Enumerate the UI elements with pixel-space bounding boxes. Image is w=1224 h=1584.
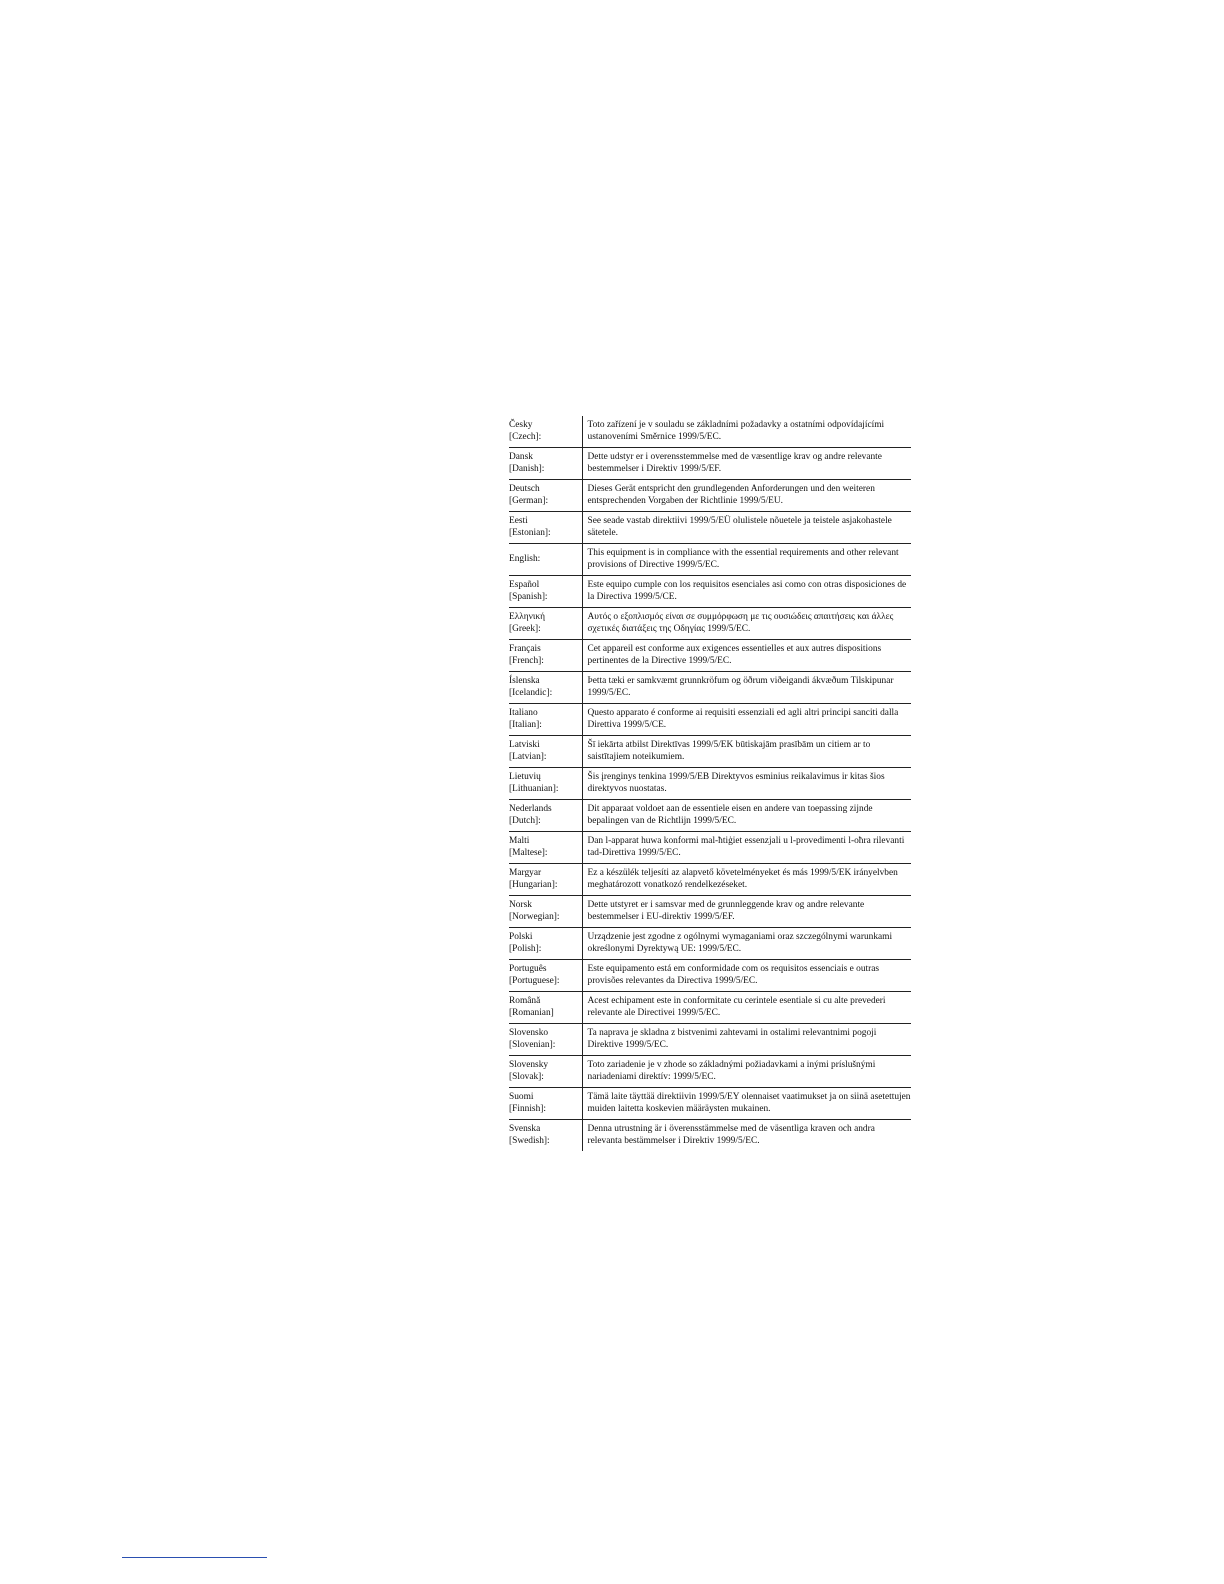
language-name: Slovensko (509, 1028, 549, 1039)
declaration-text: Þetta tæki er samkvæmt grunnkröfum og öðrum viðeigandi ákvæðum Tilskipunar 1999/5/EC. (582, 672, 911, 704)
language-cell (509, 576, 582, 608)
language-english-name: [Greek]: (509, 623, 541, 634)
declaration-text: Denna utrustning är i överensstämmelse med de väsentliga kraven och andra relevanta bestämmelser i Direktiv 1999/5/EC. (587, 1124, 875, 1146)
declaration-text: Dieses Gerät entspricht den grundlegenden Anforderungen und den weiteren entsprechenden Vorgaben der Richtlinie 1999/5/EU. (582, 480, 911, 512)
language-english-name: [Romanian] (509, 1007, 554, 1018)
table-row (509, 608, 911, 640)
table-row (509, 1088, 911, 1120)
language-cell (509, 928, 582, 960)
language-english-name: [Maltese]: (509, 847, 548, 858)
language-cell (509, 1088, 582, 1120)
language-cell (509, 896, 582, 928)
language-english-name: [Italian]: (509, 719, 542, 730)
language-cell (509, 800, 582, 832)
language-name: Français (509, 644, 541, 655)
language-english-name: [Lithuanian]: (509, 783, 559, 794)
declaration-text: Dit apparaat voldoet aan de essentiele eisen en andere van toepassing zijnde bepalingen van de Richtlijn 1999/5/EC. (582, 800, 911, 832)
language-name: Latviski (509, 740, 540, 751)
declaration-text: Ez a készülék teljesíti az alapvető követelményeket és más 1999/5/EK irányelvben meghatározott vonatkozó rendelkezéseket. (582, 864, 911, 896)
table-row (509, 832, 911, 864)
table-row (509, 864, 911, 896)
declaration-text: Toto zariadenie je v zhode so základnými požiadavkami a inými príslušnými nariadeniami direktív: 1999/5/EC. (582, 1056, 911, 1088)
declaration-text: Dette udstyr er i overensstemmelse med de væsentlige krav og andre relevante bestemmelser i Direktiv 1999/5/EF. (582, 448, 911, 480)
declaration-text: Urządzenie jest zgodne z ogólnymi wymaganiami oraz szczególnymi warunkami określonymi Dyrektywą UE: 1999/5/EC. (582, 928, 911, 960)
language-name: Ελληνική (509, 612, 546, 623)
declaration-text: Acest echipament este in conformitate cu cerintele esentiale si cu alte prevederi relevante ale Directivei 1999/5/EC. (582, 992, 911, 1024)
language-name: Slovensky (509, 1060, 549, 1071)
declaration-text: See seade vastab direktiivi 1999/5/EÜ olulistele nõuetele ja teistele asjakohastele sätetele. (582, 512, 911, 544)
declaration-text: Toto zařízení je v souladu se základními požadavky a ostatními odpovídajícími ustanoveními Směrnice 1999/5/EC. (582, 416, 911, 448)
language-cell (509, 960, 582, 992)
table-row (509, 928, 911, 960)
declaration-text: Este equipo cumple con los requisitos esenciales asi como con otras disposiciones de la Directiva 1999/5/CE. (582, 576, 911, 608)
table-row (509, 480, 911, 512)
language-cell (509, 1056, 582, 1088)
table-row (509, 800, 911, 832)
declaration-of-conformity-table (509, 416, 911, 1151)
language-cell (509, 864, 582, 896)
language-name: Italiano (509, 708, 538, 719)
language-name: Suomi (509, 1092, 534, 1103)
language-cell (509, 1120, 582, 1152)
language-cell (509, 992, 582, 1024)
language-name: Norsk (509, 900, 532, 911)
table-row (509, 416, 911, 448)
language-english-name: [Dutch]: (509, 815, 541, 826)
table-row (509, 576, 911, 608)
language-name: English: (509, 553, 541, 564)
language-cell (509, 608, 582, 640)
language-english-name: [Polish]: (509, 943, 542, 954)
language-english-name: [Finnish]: (509, 1103, 546, 1114)
language-cell (509, 512, 582, 544)
language-english-name: [Spanish]: (509, 591, 548, 602)
language-name: Português (509, 964, 547, 975)
declaration-text: Šis įrenginys tenkina 1999/5/EB Direktyvos esminius reikalavimus ir kitas šios direktyvos nuostatas. (582, 768, 911, 800)
language-cell (509, 672, 582, 704)
language-english-name: [Danish]: (509, 463, 545, 474)
language-cell (509, 640, 582, 672)
language-name: Română (509, 996, 541, 1007)
language-name: Nederlands (509, 804, 552, 815)
language-name: Dansk (509, 452, 533, 463)
table-row (509, 736, 911, 768)
declaration-text: Dan l-apparat huwa konformi mal-ħtiġiet essenzjali u l-provedimenti l-oħra rilevanti tad-Direttiva 1999/5/EC. (582, 832, 911, 864)
language-name: Deutsch (509, 484, 540, 495)
declaration-text: Dette utstyret er i samsvar med de grunnleggende krav og andre relevante bestemmelser i EU-direktiv 1999/5/EF. (582, 896, 911, 928)
table-row (509, 992, 911, 1024)
table-row (509, 1024, 911, 1056)
language-name: Español (509, 580, 540, 591)
language-name: Polski (509, 932, 533, 943)
declaration-text: Cet appareil est conforme aux exigences essentielles et aux autres dispositions pertinentes de la Directive 1999/5/EC. (582, 640, 911, 672)
table-row (509, 768, 911, 800)
language-name: Eesti (509, 516, 528, 527)
language-english-name: [Portuguese]: (509, 975, 560, 986)
language-cell (509, 416, 582, 448)
language-english-name: [French]: (509, 655, 544, 666)
language-english-name: [Swedish]: (509, 1135, 550, 1146)
language-english-name: [Czech]: (509, 431, 542, 442)
language-cell (509, 544, 582, 576)
declaration-text: This equipment is in compliance with the essential requirements and other relevant provisions of Directive 1999/5/EC. (582, 544, 911, 576)
footnote-separator (122, 1557, 267, 1558)
language-name: Svenska (509, 1124, 541, 1135)
table-row (509, 1056, 911, 1088)
table-row (509, 672, 911, 704)
table-row (509, 544, 911, 576)
table-row (509, 640, 911, 672)
language-name: Lietuvių (509, 772, 541, 783)
language-cell (509, 1024, 582, 1056)
language-cell (509, 480, 582, 512)
language-english-name: [Latvian]: (509, 751, 547, 762)
declaration-text: Αυτός ο εξοπλισμός είναι σε συμμόρφωση με τις ουσιώδεις απαιτήσεις και άλλες σχετικές διατάξεις της Οδηγίας 1999/5/EC. (582, 608, 911, 640)
language-english-name: [Norwegian]: (509, 911, 560, 922)
table-row (509, 448, 911, 480)
table-row (509, 1120, 911, 1152)
language-name: Česky (509, 420, 533, 431)
declaration-text: Este equipamento está em conformidade com os requisitos essenciais e outras provisões relevantes da Directiva 1999/5/EC. (582, 960, 911, 992)
table-row (509, 960, 911, 992)
table-row (509, 704, 911, 736)
language-english-name: [Slovak]: (509, 1071, 544, 1082)
declaration-text: Tämä laite täyttää direktiivin 1999/5/EY olennaiset vaatimukset ja on siinä asetettujen muiden laitetta koskevien määräysten mukainen. (582, 1088, 911, 1120)
language-english-name: [Estonian]: (509, 527, 551, 538)
language-cell (509, 832, 582, 864)
table-row (509, 512, 911, 544)
language-english-name: [Slovenian]: (509, 1039, 556, 1050)
table-row (509, 896, 911, 928)
language-cell (509, 736, 582, 768)
language-english-name: [Hungarian]: (509, 879, 558, 890)
language-cell (509, 768, 582, 800)
declaration-text: Ta naprava je skladna z bistvenimi zahtevami in ostalimi relevantnimi pogoji Direktive 1999/5/EC. (582, 1024, 911, 1056)
language-name: Malti (509, 836, 530, 847)
declaration-table-body (509, 416, 911, 1151)
declaration-text: Questo apparato é conforme ai requisiti essenziali ed agli altri principi sanciti dalla Direttiva 1999/5/CE. (582, 704, 911, 736)
language-name: Íslenska (509, 676, 540, 687)
language-cell (509, 448, 582, 480)
language-english-name: [Icelandic]: (509, 687, 553, 698)
language-english-name: [German]: (509, 495, 549, 506)
language-name: Margyar (509, 868, 542, 879)
declaration-text: Šī iekārta atbilst Direktīvas 1999/5/EK būtiskajām prasībām un citiem ar to saistītajiem noteikumiem. (582, 736, 911, 768)
language-cell (509, 704, 582, 736)
